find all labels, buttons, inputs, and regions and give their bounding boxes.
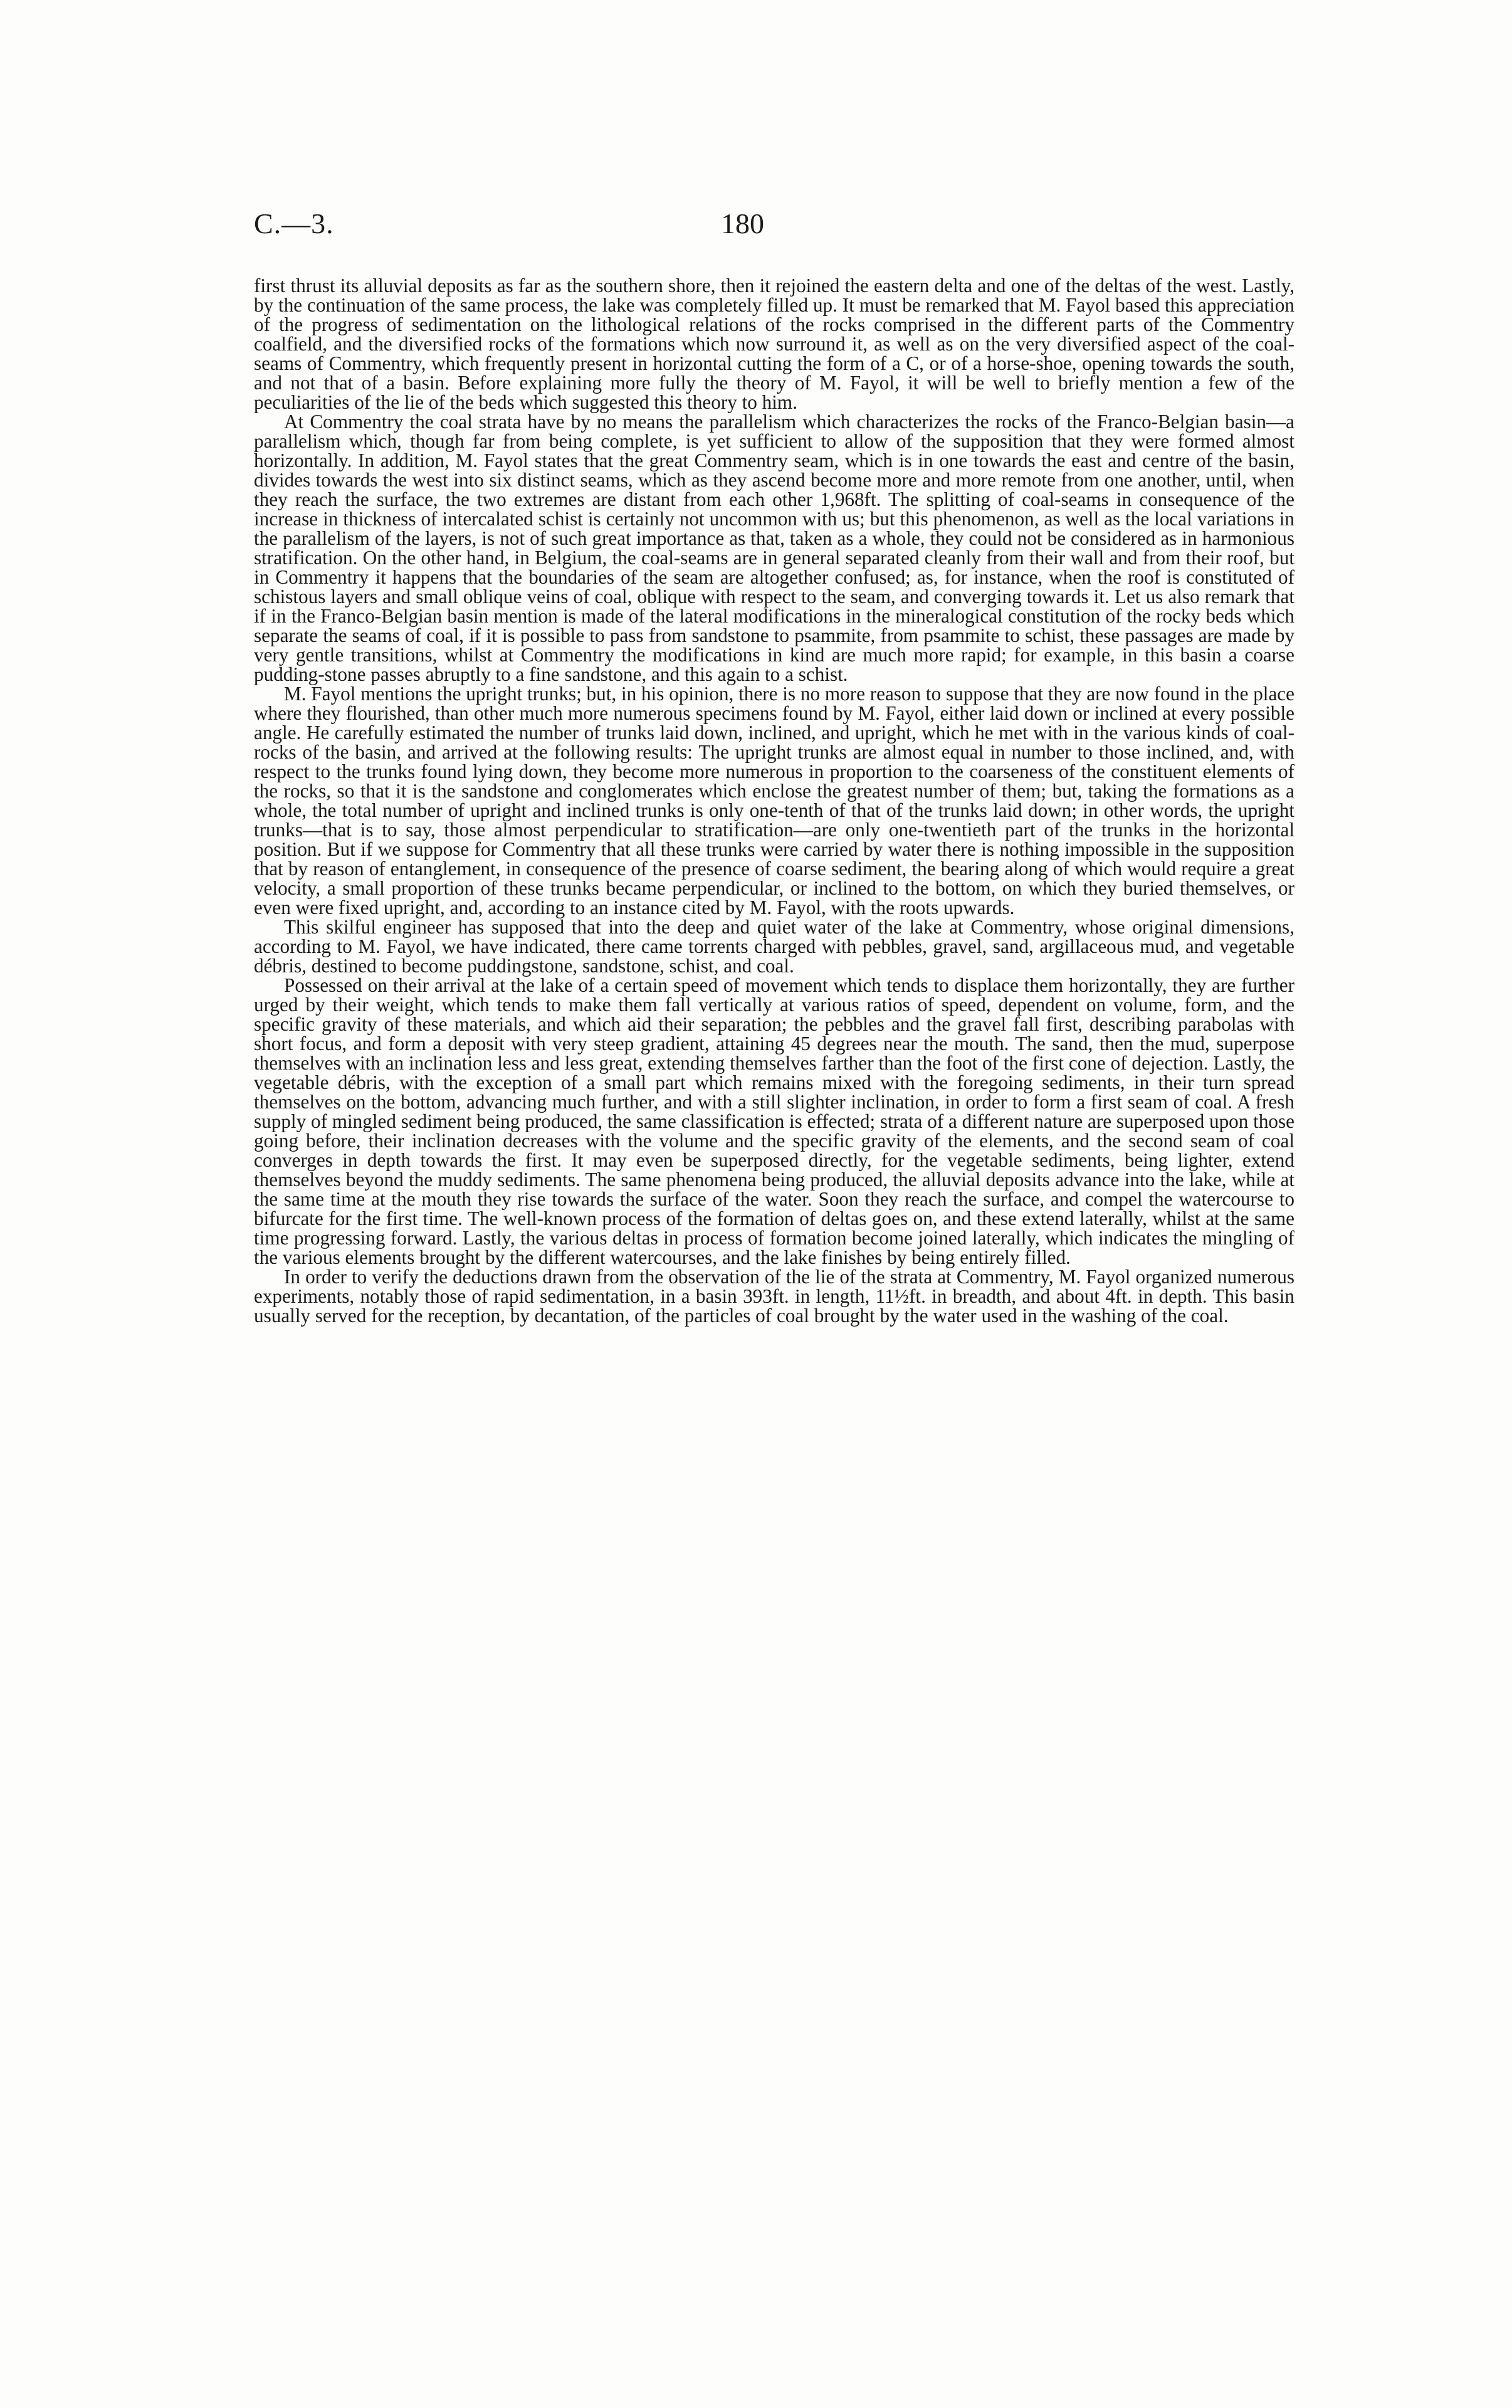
paragraph-experiments: In order to verify the deductions drawn from the observation of the lie of the strata at Commentry, M. Fayol organized numerous experiments, notably those of rapid sedimentation, in a basin 393ft. in length, 11½ft. in breadth, and about 4ft. in depth. This basin usually served for the reception, by decantation, of the particles of coal brought by the water used in the washing of the coal.: [254, 1266, 1294, 1327]
paragraph-skilful-engineer: This skilful engineer has supposed that into the deep and quiet water of the lake at Commentry, whose original dimensions, according to M. Fayol, we have indicated, there came torrents charged with pebbles, gravel, sand, argillaceous mud, and vegetable débris, destined to become puddingstone, sandstone, schist, and coal.: [254, 916, 1294, 977]
paragraph-upright-trunks: M. Fayol mentions the upright trunks; but, in his opinion, there is no more reason to suppose that they are now found in the place where they flourished, than other much more numerous specimens found by M. Fayol, either laid down or inclined at every possible angle. He carefully estimated the number of trunks laid down, inclined, and upright, which he met with in the various kinds of coal-rocks of the basin, and arrived at the following results: The upright trunks are almost equal in number to those inclined, and, with respect to the trunks found lying down, they become more numerous in proportion to the coarseness of the constituent elements of the rocks, so that it is the sandstone and conglomerates which enclose the greatest number of them; but, taking the formations as a whole, the total number of upright and inclined trunks is only one-tenth of that of the trunks laid down; in other words, the upright trunks—that is to say, those almost perpendicular to stratification—are only one-twentieth part of the trunks in the horizontal position. But if we suppose for Commentry that all these trunks were carried by water there is nothing impossible in the supposition that by reason of entanglement, in consequence of the presence of coarse sediment, the bearing along of which would require a great velocity, a small proportion of these trunks became perpendicular, or inclined to the bottom, on which they buried themselves, or even were fixed upright, and, according to an instance cited by M. Fayol, with the roots upwards.: [254, 683, 1294, 918]
paragraph-continuation: first thrust its alluvial deposits as far as the southern shore, then it rejoined the eastern delta and one of the deltas of the west. Lastly, by the continuation of the same process, the lake was completely filled up. It must be remarked that M. Fayol based this appreciation of the progress of sedimentation on the lithological relations of the rocks comprised in the different parts of the Commentry coalfield, and the diversified rocks of the formations which now surround it, as well as on the very diversified aspect of the coal-seams of Commentry, which frequently present in horizontal cutting the form of a C, or of a horse-shoe, opening towards the south, and not that of a basin. Before explaining more fully the theory of M. Fayol, it will be well to briefly mention a few of the peculiarities of the lie of the beds which suggested this theory to him.: [254, 275, 1294, 413]
paragraph-sedimentation-process: Possessed on their arrival at the lake of a certain speed of movement which tends to displace them horizontally, they are further urged by their weight, which tends to make them fall vertically at various ratios of speed, dependent on volume, form, and the specific gravity of these materials, and which aid their separation; the pebbles and the gravel fall first, describing parabolas with short focus, and form a deposit with very steep gradient, attaining 45 degrees near the mouth. The sand, then the mud, superpose themselves with an inclination less and less great, extending themselves farther than the foot of the first cone of dejection. Lastly, the vegetable débris, with the exception of a small part which remains mixed with the foregoing sediments, in their turn spread themselves on the bottom, advancing much further, and with a still slighter inclination, in order to form a first seam of coal. A fresh supply of mingled sediment being produced, the same classification is effected; strata of a different nature are superposed upon those going before, their inclination decreases with the volume and the specific gravity of the elements, and the second seam of coal converges in depth towards the first. It may even be superposed directly, for the vegetable sediments, being lighter, extend themselves beyond the muddy sediments. The same phenomena being produced, the alluvial deposits advance into the lake, while at the same time at the mouth they rise towards the surface of the water. Soon they reach the surface, and compel the watercourse to bifurcate for the first time. The well-known process of the formation of deltas goes on, and these extend laterally, whilst at the same time progressing forward. Lastly, the various deltas in process of formation become joined laterally, which indicates the mingling of the various elements brought by the different watercourses, and the lake finishes by being entirely filled.: [254, 974, 1294, 1268]
paragraph-strata-parallelism: At Commentry the coal strata have by no means the parallelism which characterizes the rocks of the Franco-Belgian basin—a parallelism which, though far from being complete, is yet sufficient to allow of the supposition that they were formed almost horizontally. In addition, M. Fayol states that the great Commentry seam, which is in one towards the east and centre of the basin, divides towards the west into six distinct seams, which as they ascend become more and more remote from one another, until, when they reach the surface, the two extremes are distant from each other 1,968ft. The splitting of coal-seams in consequence of the increase in thickness of intercalated schist is certainly not uncommon with us; but this phenomenon, as well as the local variations in the parallelism of the layers, is not of such great importance as that, taken as a whole, they could not be considered as in harmonious stratification. On the other hand, in Belgium, the coal-seams are in general separated cleanly from their wall and from their roof, but in Commentry it happens that the boundaries of the seam are altogether confused; as, for instance, when the roof is constituted of schistous layers and small oblique veins of coal, oblique with respect to the seam, and converging towards it. Let us also remark that if in the Franco-Belgian basin mention is made of the lateral modifications in the mineralogical constitution of the rocky beds which separate the seams of coal, if it is possible to pass from sandstone to psammite, from psammite to schist, these passages are made by very gentle transitions, whilst at Commentry the modifications in kind are much more rapid; for example, in this basin a coarse pudding-stone passes abruptly to a fine sandstone, and this again to a schist.: [254, 411, 1294, 685]
document-reference: C.—3.: [254, 208, 334, 239]
body-text: [254, 276, 1294, 1325]
page-number: 180: [721, 208, 764, 239]
page-header: [254, 207, 1294, 257]
